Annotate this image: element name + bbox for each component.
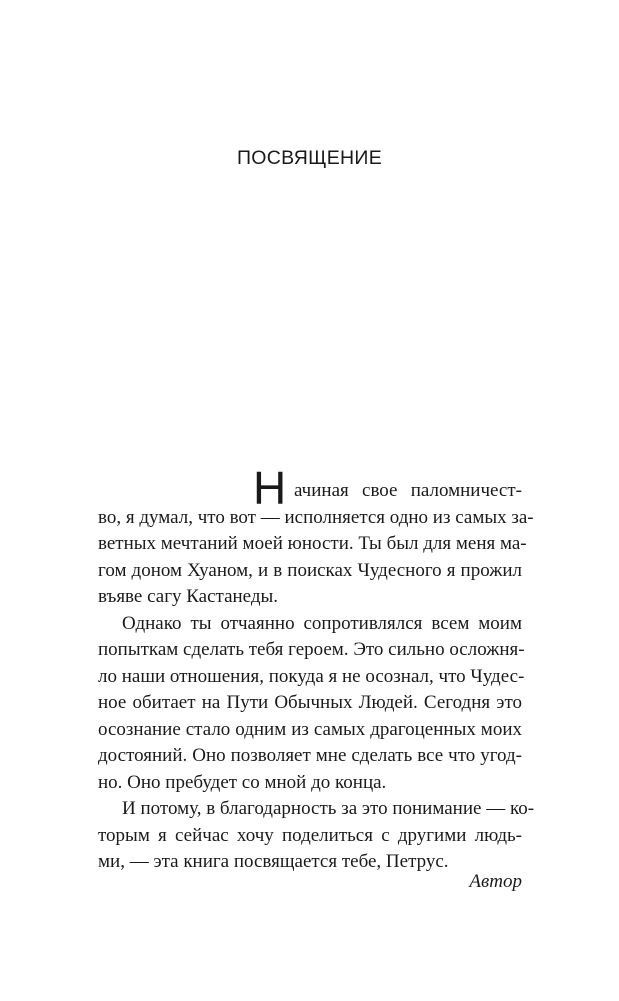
text-line: въяве сагу Кастанеды. (98, 586, 279, 607)
page-title: ПОСВЯЩЕНИЕ (236, 147, 383, 169)
paragraph-3 (98, 796, 535, 876)
text-line: гом доном Хуаном, и в поисках Чудесного я прожил (98, 559, 522, 581)
drop-cap: Н (253, 462, 287, 514)
author-signature: Автор (469, 871, 522, 892)
paragraph-2 (98, 611, 525, 797)
dedication-text (98, 462, 535, 876)
text-line-content: ачиная свое паломничест- (294, 480, 522, 501)
paragraph-1 (98, 462, 534, 611)
text-line: попыткам сделать тебя героем. Это сильно осложня- (98, 639, 525, 660)
text-line: ми, — эта книга посвящается тебе, Петрус. (98, 851, 449, 872)
text-line: но. Оно пребудет со мной до конца. (98, 771, 387, 793)
text-line: И потому, в благодарность за это понимание — ко- (122, 798, 535, 819)
text-line: ло наши отношения, покуда я не осознал, что Чудес- (98, 665, 525, 687)
text-line (98, 462, 522, 514)
text-line: торым я сейчас хочу поделиться с другими людь- (98, 824, 522, 846)
text-line: во, я думал, что вот — исполняется одно из самых за- (98, 506, 534, 528)
text-line: достояний. Оно позволяет мне сделать все что угод- (98, 745, 522, 766)
text-line: осознание стало одним из самых драгоценных моих (98, 718, 522, 740)
text-line: ное обитает на Пути Обычных Людей. Сегодня это (98, 692, 522, 713)
text-line: Однако ты отчаянно сопротивлялся всем моим (122, 612, 522, 634)
text-line: ветных мечтаний моей юности. Ты был для меня ма- (98, 533, 527, 554)
